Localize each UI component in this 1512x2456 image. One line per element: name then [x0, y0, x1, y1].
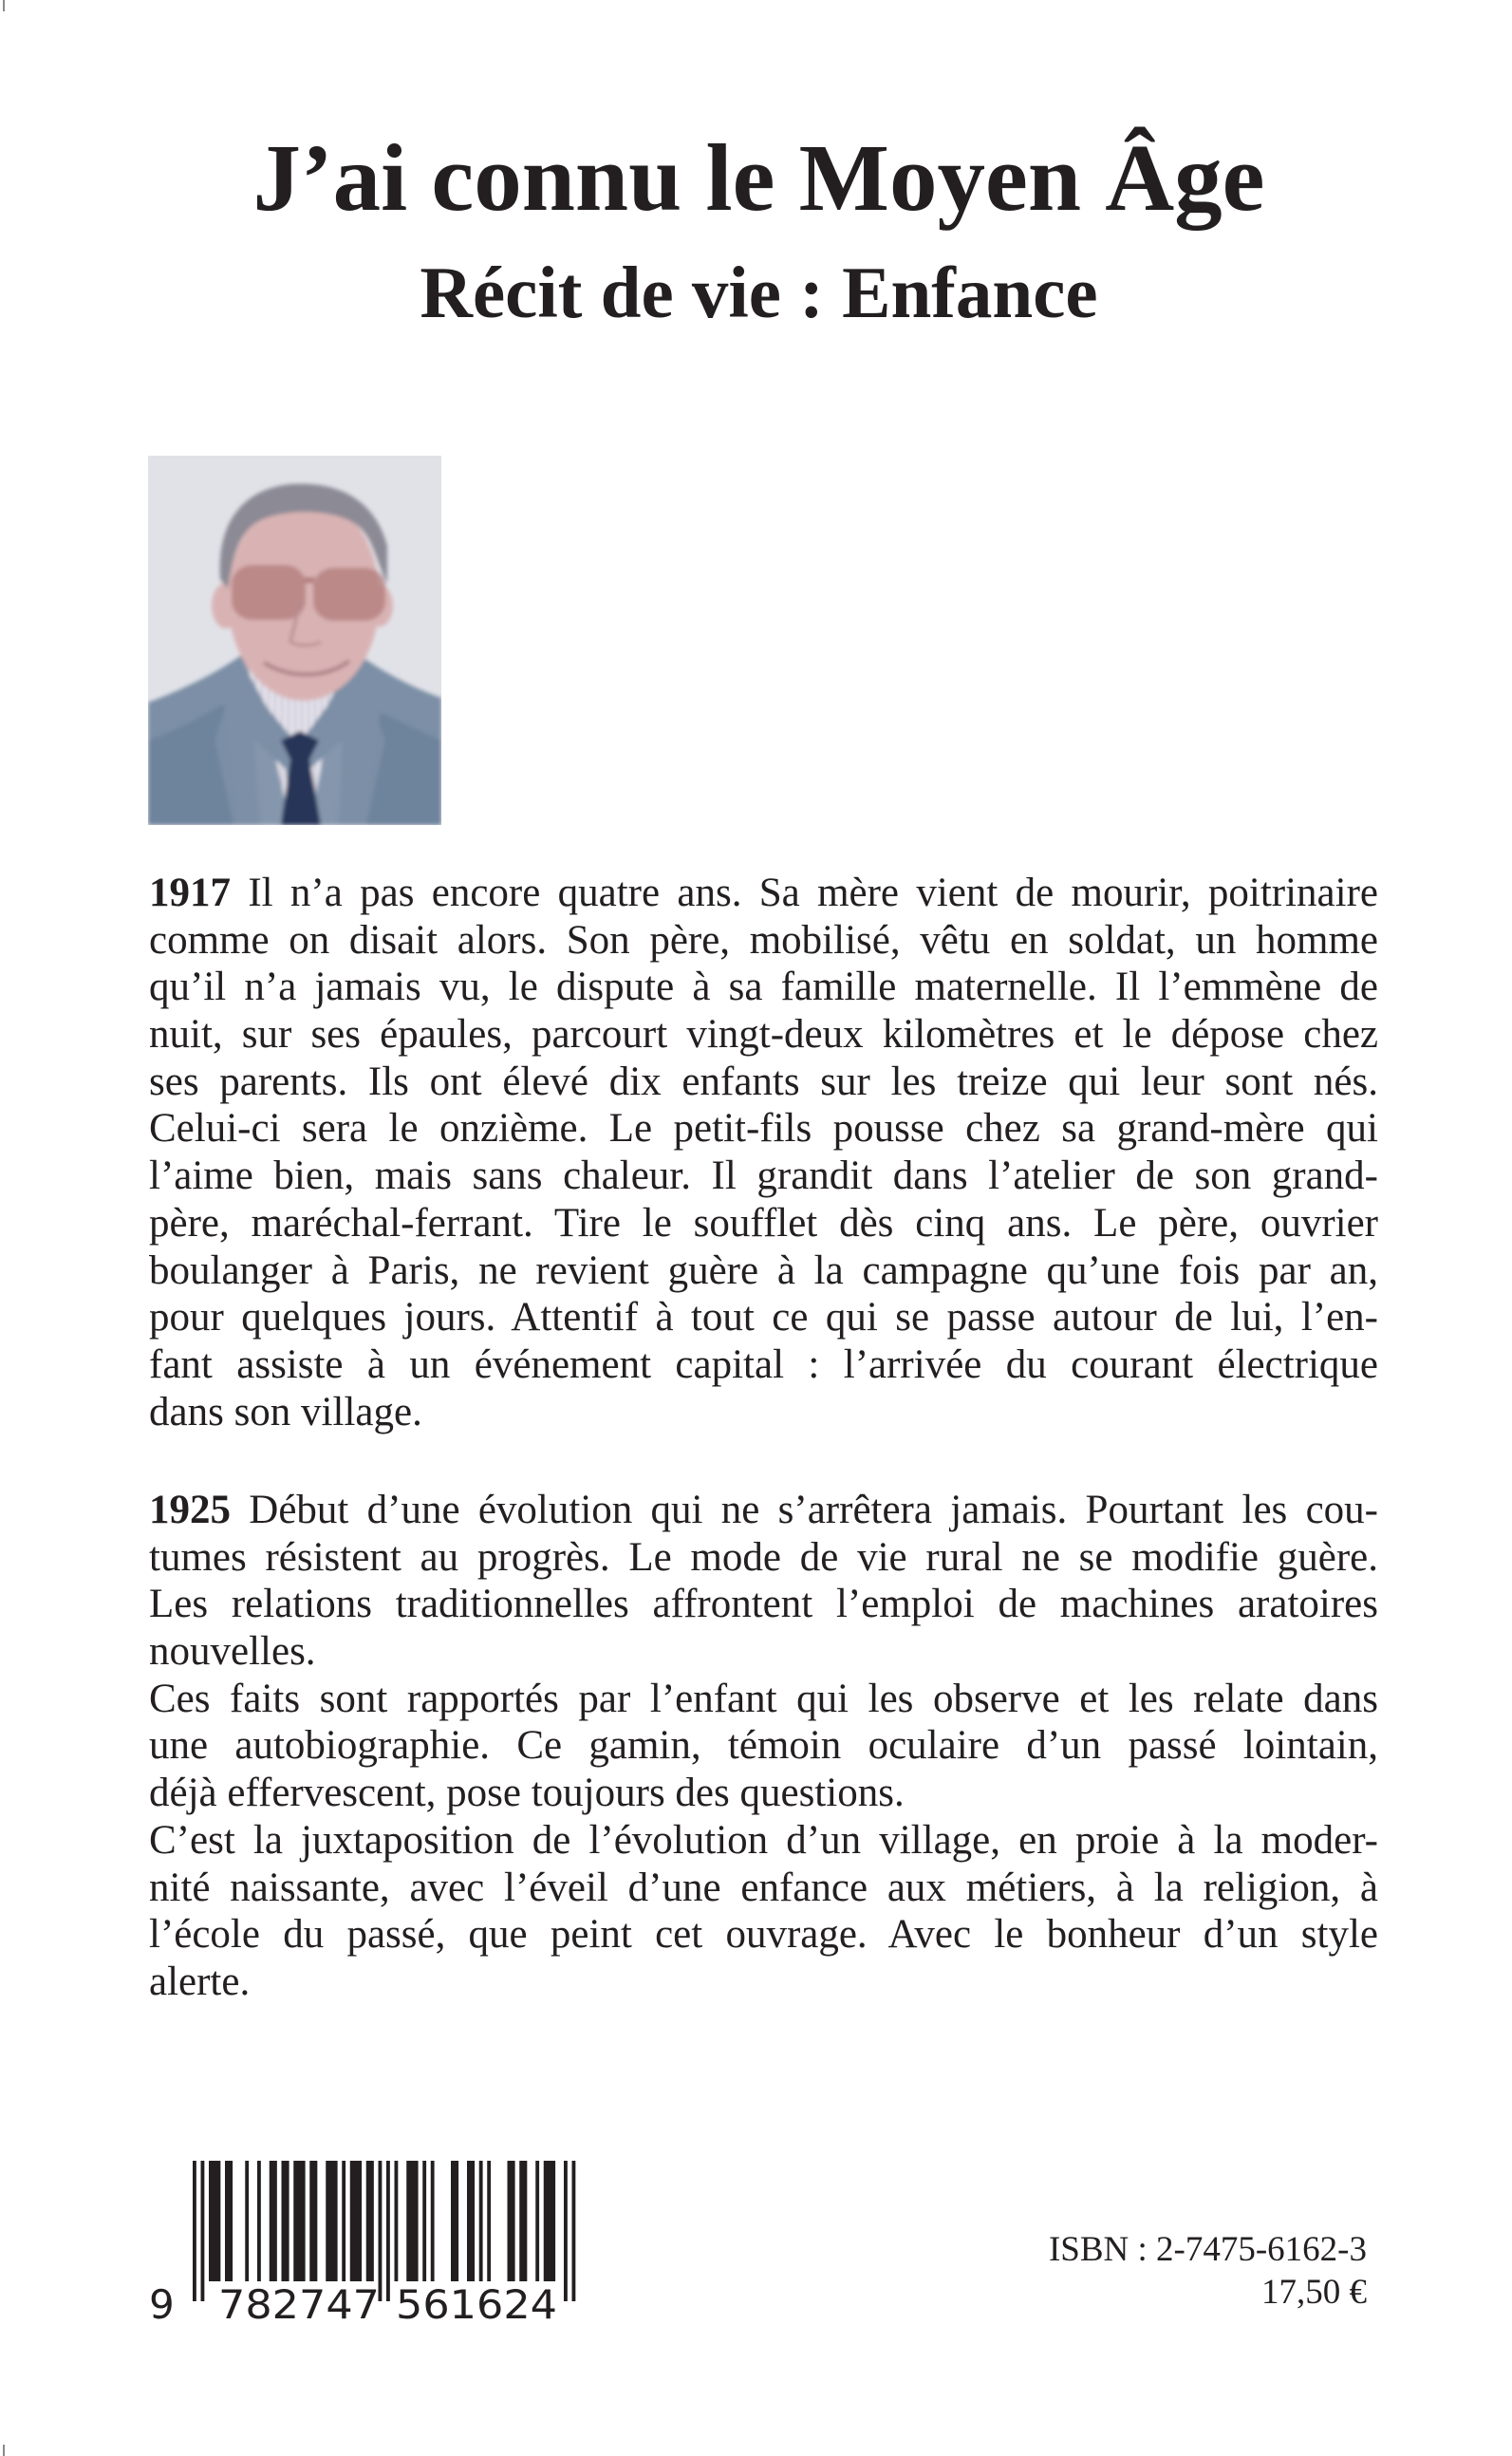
blurb-line-text: nité naissante, avec l’éveil d’une enfance aux métiers, à la religion, à — [149, 1865, 1378, 1910]
barcode-bar — [406, 2161, 418, 2281]
barcode-bar — [431, 2161, 435, 2281]
blurb-line-text: boulanger à Paris, ne revient guère à la campagne qu’une fois par an, — [149, 1247, 1378, 1293]
author-photo — [148, 456, 441, 825]
blurb-line-text: Début d’une évolution qui ne s’arrêtera jamais. Pourtant les cou- — [231, 1488, 1378, 1532]
blurb-line — [149, 964, 1378, 1011]
blurb-line — [149, 1911, 1378, 1959]
barcode-guard-bar — [386, 2161, 390, 2301]
barcode-bar — [395, 2161, 399, 2281]
isbn-barcode — [142, 2155, 588, 2326]
barcode-bar — [366, 2161, 374, 2281]
barcode-bar — [225, 2161, 233, 2281]
crop-mark-top — [3, 0, 5, 11]
blurb-line-text: une autobiographie. Ce gamin, témoin oculaire d’un passé lointain, — [149, 1723, 1378, 1769]
blurb-line-text: fant assiste à un événement capital : l’arrivée du courant électrique — [149, 1341, 1378, 1387]
blurb-line — [149, 1959, 1378, 2006]
barcode-guard-bar — [379, 2161, 383, 2301]
blurb-line — [149, 1200, 1378, 1247]
blurb-line — [149, 870, 1378, 917]
barcode-bar — [535, 2161, 539, 2281]
blurb-year: 1925 — [149, 1488, 231, 1532]
blurb-year: 1917 — [149, 871, 231, 915]
blurb-line — [149, 1534, 1378, 1582]
blurb-line — [149, 1628, 1378, 1676]
blurb-line — [149, 1011, 1378, 1059]
blurb-line-text: Ces faits sont rapportés par l’enfant qui les observe et les relate dans — [149, 1676, 1378, 1721]
blurb-line — [149, 1059, 1378, 1106]
barcode-bar — [293, 2161, 305, 2281]
blurb-line-text: l’école du passé, que peint cet ouvrage. Avec le bonheur d’un style — [149, 1912, 1378, 1958]
blurb-line-text: dans son village. — [149, 1389, 422, 1434]
barcode-bar — [245, 2161, 249, 2281]
barcode-guard-bar — [193, 2161, 196, 2301]
blurb-line — [149, 1487, 1378, 1534]
barcode-bar — [326, 2161, 337, 2281]
barcode-bar — [282, 2161, 289, 2281]
barcode-bar — [350, 2161, 362, 2281]
blurb-paragraph-1925 — [149, 1487, 1378, 2006]
blurb-line-text: comme on disait alors. Son père, mobilisé, vêtu en soldat, un homme — [149, 917, 1378, 963]
barcode-bar — [422, 2161, 426, 2281]
blurb-line-text: Il n’a pas encore quatre ans. Sa mère vient de mourir, poitrinaire — [231, 871, 1378, 915]
blurb-line-text: ses parents. Ils ont élevé dix enfants sur les treize qui leur sont nés. — [149, 1059, 1378, 1104]
blurb-line — [149, 1817, 1378, 1865]
barcode-first-digit: 9 — [149, 2281, 175, 2326]
barcode-right-digits: 561624 — [396, 2281, 557, 2326]
blurb-line-text: Celui-ci sera le onzième. Le petit-fils pousse chez sa grand-mère qui — [149, 1106, 1378, 1152]
price: 17,50 € — [1261, 2273, 1367, 2312]
barcode-bar — [342, 2161, 345, 2281]
barcode-bar — [519, 2161, 527, 2281]
isbn-number: ISBN : 2-7475-6162-3 — [1048, 2230, 1367, 2269]
author-portrait-icon — [148, 456, 441, 825]
barcode-bar — [270, 2161, 277, 2281]
book-subtitle: Récit de vie : Enfance — [420, 252, 1098, 333]
book-title: J’ai connu le Moyen Âge — [252, 124, 1265, 231]
blurb-line — [149, 1389, 1378, 1436]
barcode-bar — [487, 2161, 491, 2281]
blurb-line-text: nuit, sur ses épaules, parcourt vingt-deux kilomètres et le dépose chez — [149, 1012, 1378, 1058]
crop-mark-bottom — [3, 2445, 5, 2456]
blurb-line — [149, 1294, 1378, 1341]
barcode-bar — [544, 2161, 555, 2281]
blurb-line — [149, 1105, 1378, 1153]
blurb-line — [149, 917, 1378, 965]
barcode-guard-bar — [201, 2161, 205, 2301]
blurb-line — [149, 1865, 1378, 1912]
blurb-line-text: père, maréchal-ferrant. Tire le soufflet dès cinq ans. Le père, ouvrier — [149, 1200, 1378, 1246]
barcode-bar — [508, 2161, 515, 2281]
barcode-bar — [451, 2161, 458, 2281]
blurb-line — [149, 1247, 1378, 1295]
blurb-line — [149, 1153, 1378, 1200]
blurb-line — [149, 1341, 1378, 1389]
barcode-bar — [309, 2161, 317, 2281]
barcode-bar — [257, 2161, 261, 2281]
blurb-line-text: qu’il n’a jamais vu, le dispute à sa famille maternelle. Il l’emmène de — [149, 965, 1378, 1010]
barcode-bar — [467, 2161, 475, 2281]
blurb-line-text: déjà effervescent, pose toujours des questions. — [149, 1771, 905, 1816]
blurb-line-text: tumes résistent au progrès. Le mode de vie rural ne se modifie guère. — [149, 1534, 1378, 1580]
blurb-line-text: C’est la juxtaposition de l’évolution d’un village, en proie à la moder- — [149, 1817, 1378, 1863]
blurb-line-text: l’aime bien, mais sans chaleur. Il grandit dans l’atelier de son grand- — [149, 1153, 1378, 1199]
barcode-bar — [479, 2161, 483, 2281]
blurb-line-text: pour quelques jours. Attentif à tout ce qui se passe autour de lui, l’en- — [149, 1295, 1378, 1340]
blurb-line — [149, 1581, 1378, 1628]
blurb-paragraph-1929 — [149, 870, 1378, 1435]
blurb-line-text: nouvelles. — [149, 1629, 316, 1675]
blurb-line-text: Les relations traditionnelles affrontent l’emploi de machines aratoires — [149, 1582, 1378, 1627]
barcode-guard-bar — [572, 2161, 576, 2301]
blurb-line — [149, 1676, 1378, 1723]
blurb-line — [149, 1722, 1378, 1770]
blurb-line — [149, 1770, 1378, 1817]
barcode-left-digits: 782747 — [218, 2281, 380, 2326]
blurb-line-text: alerte. — [149, 1959, 251, 2004]
barcode-graphic — [142, 2155, 588, 2326]
barcode-guard-bar — [564, 2161, 568, 2301]
barcode-bar — [209, 2161, 220, 2281]
